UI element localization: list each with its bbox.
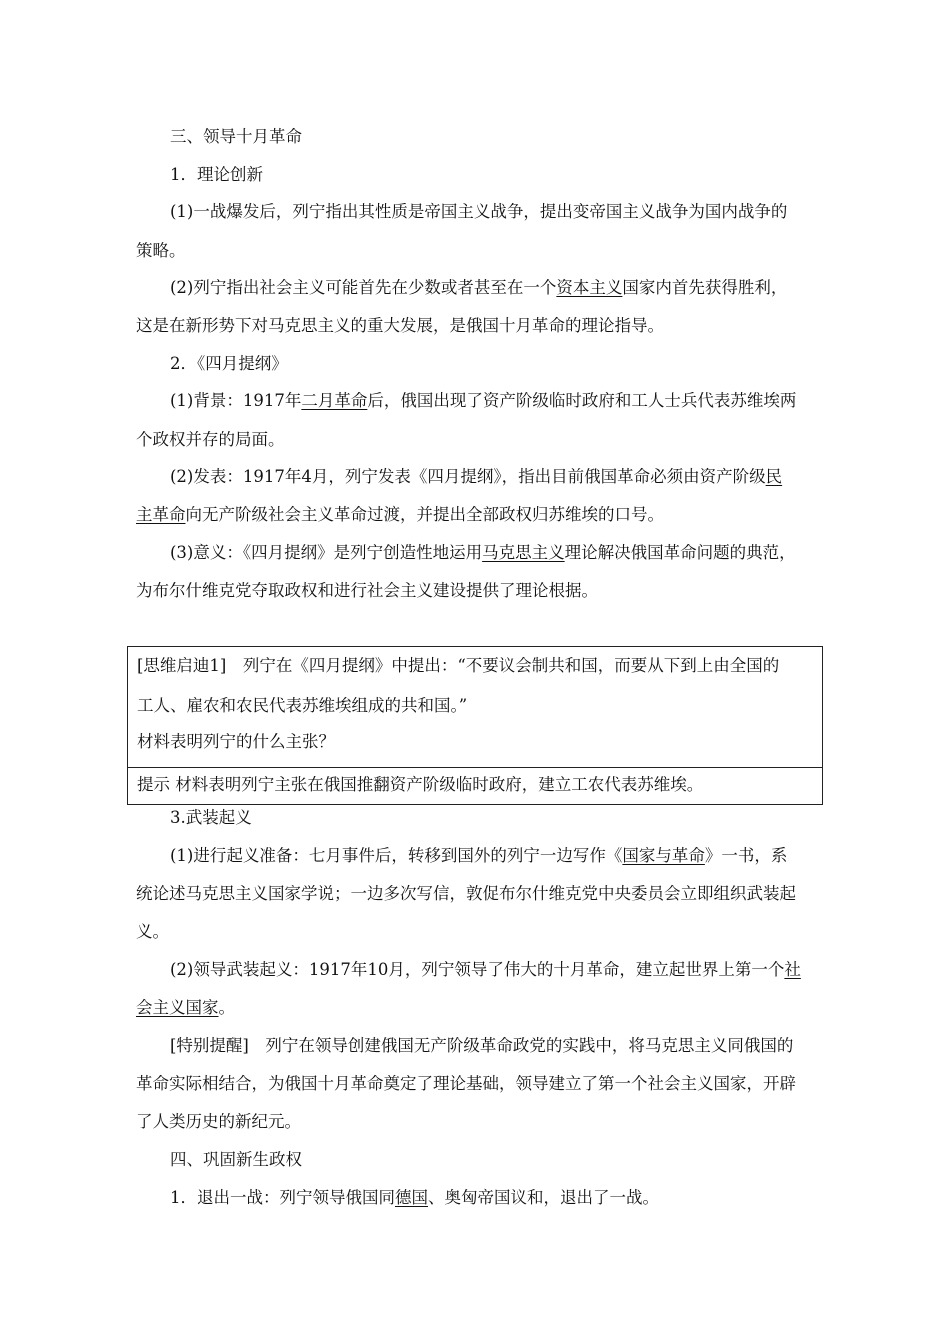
hint-text: 提示 材料表明列宁主张在俄国推翻资产阶级临时政府，建立工农代表苏维埃。 xyxy=(137,775,704,794)
subsection-title: 1．理论创新 xyxy=(170,165,263,184)
underlined-answer: 会主义国家 xyxy=(136,998,219,1017)
paragraph-line: (2)列宁指出社会主义可能首先在少数或者甚至在一个资本主义国家内首先获得胜利， xyxy=(170,278,788,297)
box-question: 材料表明列宁的什么主张？ xyxy=(137,732,335,751)
thinking-prompt-box xyxy=(127,646,823,767)
paragraph-line: 策略。 xyxy=(136,241,186,260)
underlined-answer: 国家与革命 xyxy=(622,846,705,865)
underlined-answer: 资本主义 xyxy=(556,278,623,297)
subsection-title: 2．《四月提纲》 xyxy=(170,354,288,373)
section-heading: 三、领导十月革命 xyxy=(170,127,302,146)
special-reminder-line: [特别提醒] 列宁在领导创建俄国无产阶级革命政党的实践中，将马克思主义同俄国的 xyxy=(170,1036,794,1055)
paragraph-line: (1)进行起义准备：七月事件后，转移到国外的列宁一边写作《国家与革命》一书，系 xyxy=(170,846,788,865)
underlined-answer: 民 xyxy=(765,467,783,486)
paragraph-line: (3)意义：《四月提纲》是列宁创造性地运用马克思主义理论解决俄国革命问题的典范， xyxy=(170,543,796,562)
underlined-answer: 二月革命 xyxy=(301,391,368,410)
paragraph-line: (2)发表：1917年4月，列宁发表《四月提纲》，指出目前俄国革命必须由资产阶级民 xyxy=(170,467,783,486)
paragraph-line: 义。 xyxy=(136,922,169,941)
special-reminder-line: 了人类历史的新纪元。 xyxy=(136,1112,301,1131)
paragraph-line: (2)领导武装起义：1917年10月，列宁领导了伟大的十月革命，建立起世界上第一个社 xyxy=(170,960,801,979)
section-heading: 四、巩固新生政权 xyxy=(170,1150,302,1169)
paragraph-line: 这是在新形势下对马克思主义的重大发展，是俄国十月革命的理论指导。 xyxy=(136,316,664,335)
paragraph-line: (1)一战爆发后，列宁指出其性质是帝国主义战争，提出变帝国主义战争为国内战争的 xyxy=(170,202,788,221)
underlined-answer: 德国 xyxy=(395,1188,428,1207)
paragraph-line: 为布尔什维克党夺取政权和进行社会主义建设提供了理论根据。 xyxy=(136,581,598,600)
paragraph-line: (1)背景：1917年二月革命后，俄国出现了资产阶级临时政府和工人士兵代表苏维埃两 xyxy=(170,391,797,410)
underlined-answer: 马克思主义 xyxy=(482,543,565,562)
paragraph-line: 个政权并存的局面。 xyxy=(136,430,285,449)
paragraph-line: 统论述马克思主义国家学说；一边多次写信，敦促布尔什维克党中央委员会立即组织武装起 xyxy=(136,884,796,903)
paragraph-line: 会主义国家。 xyxy=(136,998,235,1017)
hint-box xyxy=(127,767,823,805)
underlined-answer: 主革命 xyxy=(136,505,186,524)
underlined-answer: 社 xyxy=(784,960,801,979)
subsection-title: 3.武装起义 xyxy=(170,808,252,827)
paragraph-line: 1．退出一战：列宁领导俄国同德国、奥匈帝国议和，退出了一战。 xyxy=(170,1188,659,1207)
special-reminder-line: 革命实际相结合，为俄国十月革命奠定了理论基础，领导建立了第一个社会主义国家，开辟 xyxy=(136,1074,796,1093)
box-line: [思维启迪1] 列宁在《四月提纲》中提出：“不要议会制共和国，而要从下到上由全国的 xyxy=(137,656,780,675)
box-line: 工人、雇农和农民代表苏维埃组成的共和国。” xyxy=(137,696,468,715)
paragraph-line: 主革命向无产阶级社会主义革命过渡，并提出全部政权归苏维埃的口号。 xyxy=(136,505,664,524)
